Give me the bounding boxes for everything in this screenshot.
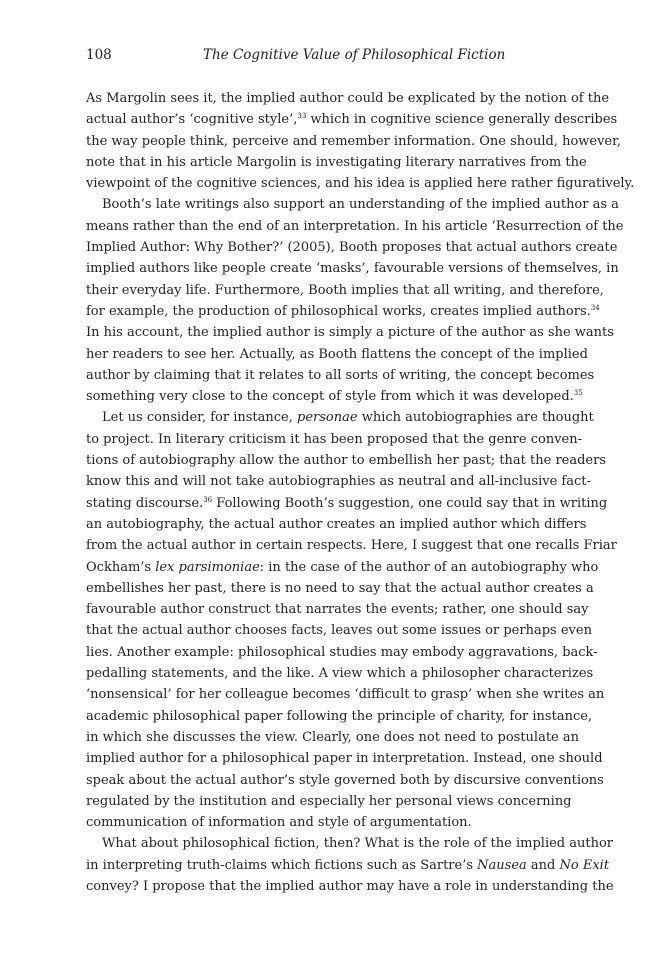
text-run: from the actual author in certain respects. Here, I suggest that one recalls Friar [86, 538, 617, 554]
italic-term: No Exit [559, 857, 610, 873]
text-line [86, 407, 594, 428]
text-line [86, 258, 619, 279]
text-run: and [526, 857, 560, 873]
text-run: Let us consider, for instance, [102, 410, 298, 426]
text-run: note that in his article Margolin is investigating literary narratives from the [86, 154, 587, 170]
text-run: lies. Another example: philosophical studies may embody aggravations, back- [86, 644, 598, 660]
text-line [86, 599, 589, 620]
text-line [86, 131, 622, 152]
text-line [86, 301, 600, 322]
text-run: for example, the production of philosophical works, creates implied authors. [86, 303, 591, 319]
text-run: regulated by the institution and especially her personal views concerning [86, 793, 572, 809]
text-run: stating discourse. [86, 495, 204, 511]
text-line [86, 173, 635, 194]
text-run: Following Booth’s suggestion, one could say that in writing [212, 495, 608, 511]
footnote-ref: 36 [203, 495, 213, 504]
text-line [86, 535, 617, 556]
text-run: in which she discusses the view. Clearly, one does not need to postulate an [86, 729, 580, 745]
text-run: speak about the actual author’s style governed both by discursive conventions [86, 772, 604, 788]
text-run: Ockham’s [86, 559, 156, 575]
text-run: actual author’s ‘cognitive style’, [86, 112, 298, 128]
footnote-ref: 34 [590, 303, 600, 312]
text-line [86, 684, 605, 705]
text-line [86, 727, 580, 748]
text-run: What about philosophical fiction, then? What is the role of the implied author [102, 836, 614, 852]
text-run: convey? I propose that the implied author may have a role in understanding the [86, 878, 614, 894]
text-run: pedalling statements, and the like. A view which a philosopher characterizes [86, 666, 594, 682]
text-line [86, 237, 618, 258]
text-run: In his account, the implied author is simply a picture of the author as she wants [86, 325, 614, 341]
text-line [86, 791, 572, 812]
text-run: something very close to the concept of style from which it was developed. [86, 389, 574, 405]
text-line [86, 855, 610, 876]
text-run: favourable author construct that narrates the events; rather, one should say [86, 602, 589, 618]
text-line [86, 322, 614, 343]
text-run: ‘nonsensical’ for her colleague becomes ‘difficult to grasp’ when she writes an [86, 687, 605, 703]
footnote-ref: 33 [297, 112, 307, 121]
text-line [86, 578, 594, 599]
text-line [86, 876, 614, 897]
text-line [86, 493, 608, 514]
text-run: know this and will not take autobiographies as neutral and all-inclusive fact- [86, 474, 591, 490]
italic-term: personae [297, 410, 358, 426]
text-line [86, 514, 587, 535]
text-run: her readers to see her. Actually, as Booth flattens the concept of the implied [86, 346, 588, 362]
running-head [86, 45, 564, 65]
text-line [86, 429, 582, 450]
text-line [86, 706, 593, 727]
text-line [86, 471, 591, 492]
text-run: Booth’s late writings also support an understanding of the implied author as a [102, 197, 619, 213]
text-run: academic philosophical paper following the principle of charity, for instance, [86, 708, 593, 724]
italic-term: lex parsimoniae [155, 559, 260, 575]
text-run: As Margolin sees it, the implied author could be explicated by the notion of the [86, 91, 610, 106]
text-line [86, 344, 588, 365]
text-run: their everyday life. Furthermore, Booth implies that all writing, and therefore, [86, 282, 604, 298]
text-run: means rather than the end of an interpretation. In his article ‘Resurrection of the [86, 218, 624, 234]
text-run: the way people think, perceive and remember information. One should, however, [86, 133, 622, 149]
text-run: that the actual author chooses facts, leaves out some issues or perhaps even [86, 623, 592, 639]
text-line [86, 365, 595, 386]
text-line [86, 450, 607, 471]
text-run: implied author for a philosophical paper in interpretation. Instead, one should [86, 751, 603, 767]
text-line [86, 152, 587, 173]
text-run: which autobiographies are thought [357, 410, 594, 426]
text-run: implied authors like people create ‘masks’, favourable versions of themselves, in [86, 261, 619, 277]
text-run: viewpoint of the cognitive sciences, and his idea is applied here rather figuratively. [86, 176, 635, 192]
footnote-ref: 35 [573, 389, 583, 398]
text-line [86, 833, 614, 854]
text-line [86, 109, 618, 130]
text-line [86, 812, 564, 833]
text-line [86, 280, 604, 301]
text-line [86, 663, 594, 684]
text-line [86, 88, 610, 109]
text-run: embellishes her past, there is no need to say that the actual author creates a [86, 580, 594, 596]
italic-term: Nausea [477, 857, 527, 873]
text-line [86, 770, 604, 791]
text-run: Implied Author: Why Bother?’ (2005), Booth proposes that actual authors create [86, 240, 618, 256]
text-run: to project. In literary criticism it has been proposed that the genre conven- [86, 431, 582, 447]
text-run: an autobiography, the actual author creates an implied author which differs [86, 516, 587, 532]
text-run: which in cognitive science generally describes [306, 112, 618, 128]
text-run: in interpreting truth-claims which fictions such as Sartre’s [86, 857, 478, 873]
text-line [86, 386, 583, 407]
running-title: The Cognitive Value of Philosophical Fiction [203, 47, 506, 63]
body-text [86, 88, 635, 897]
text-run: : in the case of the author of an autobiography who [259, 559, 599, 575]
text-line [86, 620, 592, 641]
text-run: tions of autobiography allow the author to embellish her past; that the readers [86, 453, 607, 469]
text-line [86, 194, 619, 215]
page-number: 108 [86, 47, 112, 63]
text-line [86, 216, 624, 237]
text-line [86, 748, 603, 769]
text-run: author by claiming that it relates to all sorts of writing, the concept becomes [86, 367, 595, 383]
text-run: communication of information and style of argumentation. [86, 815, 472, 831]
text-line [86, 642, 598, 663]
text-line [86, 557, 599, 578]
